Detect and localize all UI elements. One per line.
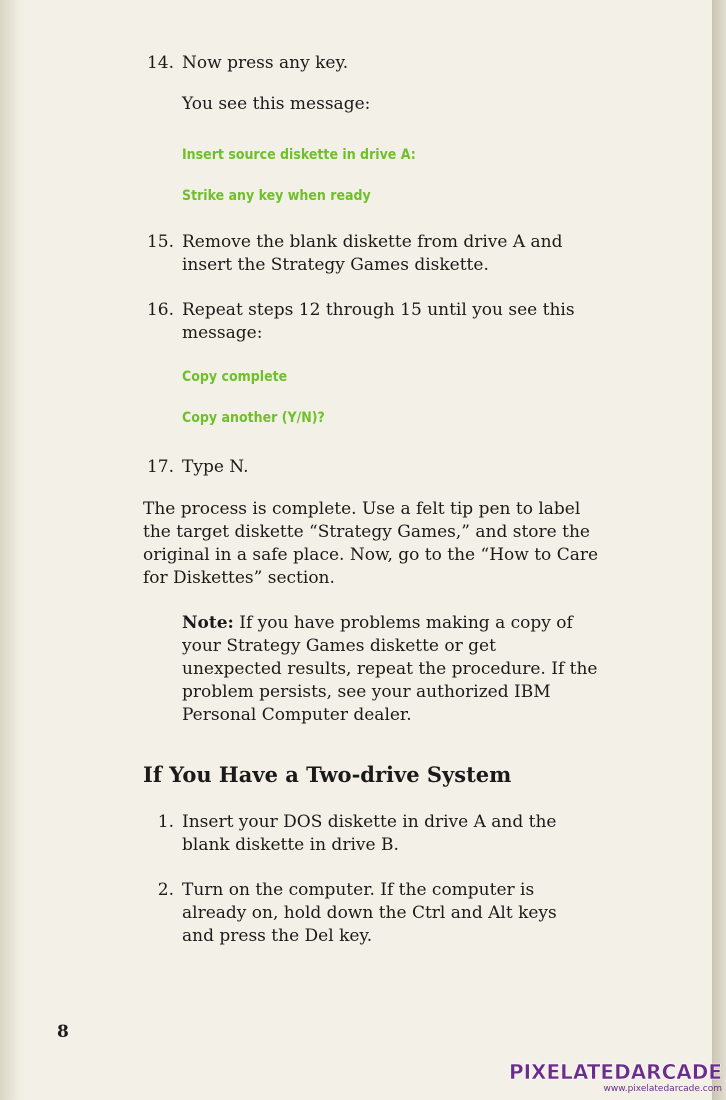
step-text-line1: Remove the blank diskette from drive A and bbox=[182, 232, 563, 252]
step-text: Now press any key. bbox=[182, 53, 349, 73]
paragraph-line: the target diskette “Strategy Games,” and store the bbox=[143, 522, 590, 542]
step-14 bbox=[146, 52, 349, 75]
screen-message-insert: Insert source diskette in drive A: bbox=[182, 147, 416, 163]
step-17 bbox=[146, 456, 249, 479]
watermark-url: www.pixelatedarcade.com bbox=[603, 1084, 722, 1094]
page-spine-shadow bbox=[0, 0, 26, 1100]
step-number: 17. bbox=[146, 457, 174, 477]
note-line: Personal Computer dealer. bbox=[182, 705, 412, 725]
you-see-text: You see this message: bbox=[182, 94, 371, 114]
page-number: 8 bbox=[57, 1022, 69, 1042]
watermark-title: PIXELATEDARCADE bbox=[508, 1060, 722, 1084]
paragraph-line: original in a safe place. Now, go to the “How to Care bbox=[143, 545, 599, 565]
note-line: If you have problems making a copy of bbox=[233, 613, 573, 633]
note-line: problem persists, see your authorized IBM bbox=[182, 682, 551, 702]
step-text-line3: and press the Del key. bbox=[182, 926, 373, 946]
step-number: 14. bbox=[146, 53, 174, 73]
step-number: 15. bbox=[146, 232, 174, 252]
screen-message-complete: Copy complete bbox=[182, 369, 288, 385]
step-text-line1: Insert your DOS diskette in drive A and the bbox=[182, 812, 557, 832]
completion-paragraph bbox=[143, 498, 613, 590]
note-label: Note: bbox=[182, 613, 234, 633]
step-16 bbox=[146, 299, 622, 345]
step-text-line2: blank diskette in drive B. bbox=[182, 835, 399, 855]
step-text: Type N. bbox=[182, 457, 249, 477]
section-heading: If You Have a Two-drive System bbox=[143, 762, 512, 787]
step-text-line2: message: bbox=[182, 323, 263, 343]
screen-message-another: Copy another (Y/N)? bbox=[182, 410, 325, 426]
page-edge bbox=[712, 0, 726, 1100]
step-text-line2: insert the Strategy Games diskette. bbox=[182, 255, 489, 275]
step-text-line1: Repeat steps 12 through 15 until you see this bbox=[182, 300, 575, 320]
step-number: 2. bbox=[157, 880, 174, 900]
step-text-line1: Turn on the computer. If the computer is bbox=[182, 880, 535, 900]
two-drive-step-2 bbox=[157, 879, 622, 948]
paragraph-line: The process is complete. Use a felt tip pen to label bbox=[143, 499, 581, 519]
step-number: 1. bbox=[157, 812, 174, 832]
step-15 bbox=[146, 231, 622, 277]
watermark bbox=[509, 1060, 722, 1094]
step-number: 16. bbox=[146, 300, 174, 320]
note-line: your Strategy Games diskette or get bbox=[182, 636, 496, 656]
step-text-line2: already on, hold down the Ctrl and Alt keys bbox=[182, 903, 557, 923]
note-block bbox=[182, 612, 612, 727]
paragraph-line: for Diskettes” section. bbox=[143, 568, 335, 588]
two-drive-step-1 bbox=[157, 811, 622, 857]
note-line: unexpected results, repeat the procedure. If the bbox=[182, 659, 598, 679]
screen-message-strike: Strike any key when ready bbox=[182, 188, 371, 204]
